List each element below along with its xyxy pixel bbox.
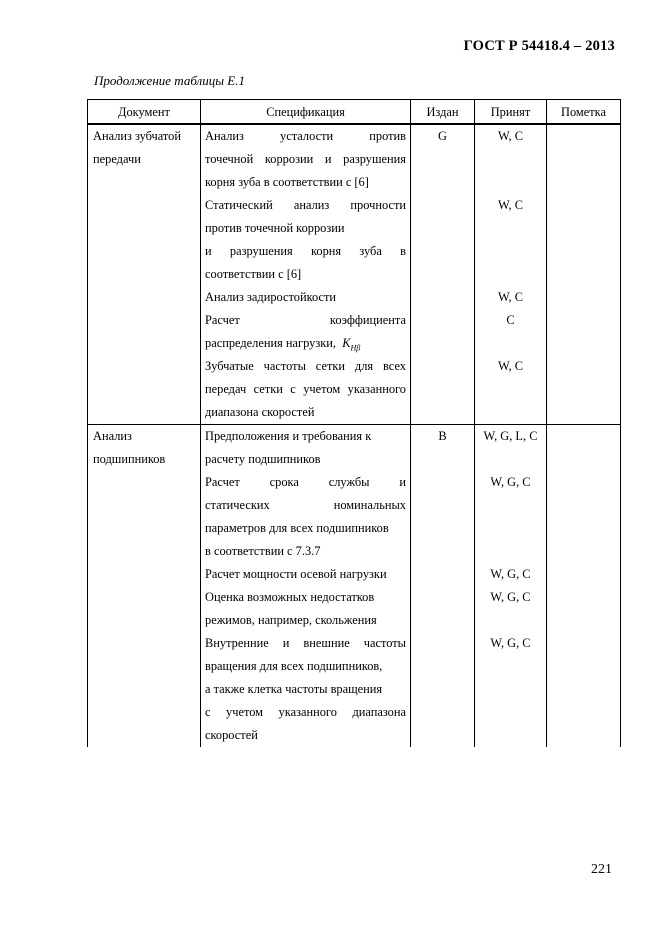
issued-value <box>415 609 470 632</box>
issued-value <box>415 194 470 217</box>
specification-line <box>205 171 406 194</box>
accepted-value: C <box>506 313 515 327</box>
table-body <box>88 124 621 747</box>
specification-text: в соответствии с 7.3.7 <box>205 544 321 558</box>
specification-text: режимов, например, скольжения <box>205 613 377 627</box>
specification-text: статических номинальных <box>205 498 406 512</box>
column-header-accepted: Принят <box>475 100 547 125</box>
issued-value <box>415 448 470 471</box>
accepted-value <box>479 240 542 263</box>
specification-text: Статический анализ прочности <box>205 198 406 212</box>
specification-text: скоростей <box>205 728 258 742</box>
issued-value <box>415 517 470 540</box>
issued-value <box>415 378 470 401</box>
accepted-value <box>479 378 542 401</box>
accepted-value: W, G, L, C <box>483 429 538 443</box>
accepted-value: W, G, C <box>490 567 531 581</box>
accepted-value: W, C <box>497 359 524 373</box>
issued-value: B <box>438 429 447 443</box>
issued-value <box>415 586 470 609</box>
accepted-value: W, G, C <box>490 636 531 650</box>
specification-text: вращения для всех подшипников, <box>205 659 383 673</box>
issued-value <box>415 355 470 378</box>
specification-text: Расчет мощности осевой нагрузки <box>205 567 387 581</box>
issued-value <box>415 217 470 240</box>
specification-line <box>205 724 406 747</box>
specification-line <box>205 425 406 448</box>
accepted-value <box>479 609 542 632</box>
load-factor-symbol-subscript: Hβ <box>350 343 361 353</box>
issued-value <box>415 148 470 171</box>
accepted-value <box>479 171 542 194</box>
specification-text: распределения нагрузки, <box>205 336 336 350</box>
document-name-line: передачи <box>93 152 141 166</box>
specification-line <box>205 309 406 332</box>
specification-text: Анализ усталости против <box>205 129 406 143</box>
accepted-value <box>479 540 542 563</box>
specification-text: против точечной коррозии <box>205 221 345 235</box>
table-header-row <box>88 100 621 125</box>
specification-text: и разрушения корня зуба в <box>205 244 406 258</box>
specification-line <box>205 194 406 217</box>
issued-value <box>415 678 470 701</box>
issued-value <box>415 540 470 563</box>
note-cell <box>547 124 621 425</box>
specification-line <box>205 355 406 378</box>
specification-text: Расчет срока службы и <box>205 475 406 489</box>
specification-text: Предположения и требования к <box>205 429 372 443</box>
specification-text: Анализ задиростойкости <box>205 290 337 304</box>
load-factor-symbol-base: K <box>342 336 351 350</box>
specification-text: корня зуба в соответствии с [6] <box>205 175 369 189</box>
table-row <box>88 124 621 425</box>
accepted-value <box>479 494 542 517</box>
specification-text: расчету подшипников <box>205 452 321 466</box>
accepted-cell <box>475 425 547 748</box>
accepted-value: W, C <box>497 290 524 304</box>
issued-value <box>415 263 470 286</box>
document-cell <box>88 425 201 748</box>
issued-value <box>415 632 470 655</box>
specification-text: Расчет коэффициента <box>205 313 406 327</box>
accepted-value <box>479 655 542 678</box>
accepted-value <box>479 148 542 171</box>
specification-line <box>205 378 406 401</box>
specification-line <box>205 471 406 494</box>
load-factor-symbol <box>342 336 361 353</box>
specification-line <box>205 655 406 678</box>
issued-value: G <box>438 129 447 143</box>
specification-text: с учетом указанного диапазона <box>205 705 406 719</box>
issued-value <box>415 471 470 494</box>
accepted-value <box>479 724 542 747</box>
issued-value <box>415 309 470 332</box>
specification-line <box>205 494 406 517</box>
accepted-value <box>479 701 542 724</box>
specification-line <box>205 286 406 309</box>
specification-line <box>205 125 406 148</box>
page-number: 221 <box>591 862 612 877</box>
specification-cell <box>201 425 411 748</box>
issued-cell <box>411 425 475 748</box>
column-header-note: Пометка <box>547 100 621 125</box>
specification-line <box>205 701 406 724</box>
specification-text: Внутренние и внешние частоты <box>205 636 406 650</box>
specification-line <box>205 517 406 540</box>
specification-cell <box>201 124 411 425</box>
specification-line <box>205 540 406 563</box>
issued-cell <box>411 124 475 425</box>
specification-line <box>205 332 406 355</box>
issued-value <box>415 701 470 724</box>
accepted-cell <box>475 124 547 425</box>
accepted-value <box>479 263 542 286</box>
specification-line <box>205 609 406 632</box>
specification-text: соответствии с [6] <box>205 267 302 281</box>
specification-text: Оценка возможных недостатков <box>205 590 375 604</box>
issued-value <box>415 286 470 309</box>
table-row <box>88 425 621 748</box>
document-name-line: Анализ зубчатой <box>93 129 181 143</box>
issued-value <box>415 724 470 747</box>
accepted-value <box>479 332 542 355</box>
specification-text: передач сетки с учетом указанного <box>205 382 406 396</box>
accepted-value: W, G, C <box>490 590 531 604</box>
document-name-line: подшипников <box>93 452 166 466</box>
specification-line <box>205 401 406 424</box>
accepted-value <box>479 517 542 540</box>
table-caption: Продолжение таблицы Е.1 <box>94 73 245 88</box>
accepted-value: W, C <box>497 198 524 212</box>
column-header-specification: Спецификация <box>201 100 411 125</box>
issued-value <box>415 332 470 355</box>
specification-text: параметров для всех подшипников <box>205 521 389 535</box>
document-name-line: Анализ <box>93 429 132 443</box>
note-cell <box>547 425 621 748</box>
specification-table <box>87 99 621 747</box>
specification-line <box>205 563 406 586</box>
specification-line <box>205 586 406 609</box>
specification-line <box>205 678 406 701</box>
specification-line <box>205 148 406 171</box>
specification-line <box>205 263 406 286</box>
issued-value <box>415 494 470 517</box>
issued-value <box>415 563 470 586</box>
accepted-value: W, C <box>497 129 524 143</box>
specification-text: а также клетка частоты вращения <box>205 682 383 696</box>
document-standard-header: ГОСТ Р 54418.4 – 2013 <box>463 38 615 54</box>
issued-value <box>415 171 470 194</box>
column-header-document: Документ <box>88 100 201 125</box>
issued-value <box>415 401 470 424</box>
document-cell <box>88 124 201 425</box>
specification-text: точечной коррозии и разрушения <box>205 152 406 166</box>
accepted-value <box>479 678 542 701</box>
column-header-issued: Издан <box>411 100 475 125</box>
accepted-value <box>479 448 542 471</box>
issued-value <box>415 240 470 263</box>
specification-line <box>205 240 406 263</box>
accepted-value <box>479 401 542 424</box>
accepted-value <box>479 217 542 240</box>
specification-line <box>205 632 406 655</box>
issued-value <box>415 655 470 678</box>
specification-line <box>205 217 406 240</box>
specification-text: диапазона скоростей <box>205 405 315 419</box>
specification-text: Зубчатые частоты сетки для всех <box>205 359 406 373</box>
accepted-value: W, G, C <box>490 475 531 489</box>
specification-line <box>205 448 406 471</box>
